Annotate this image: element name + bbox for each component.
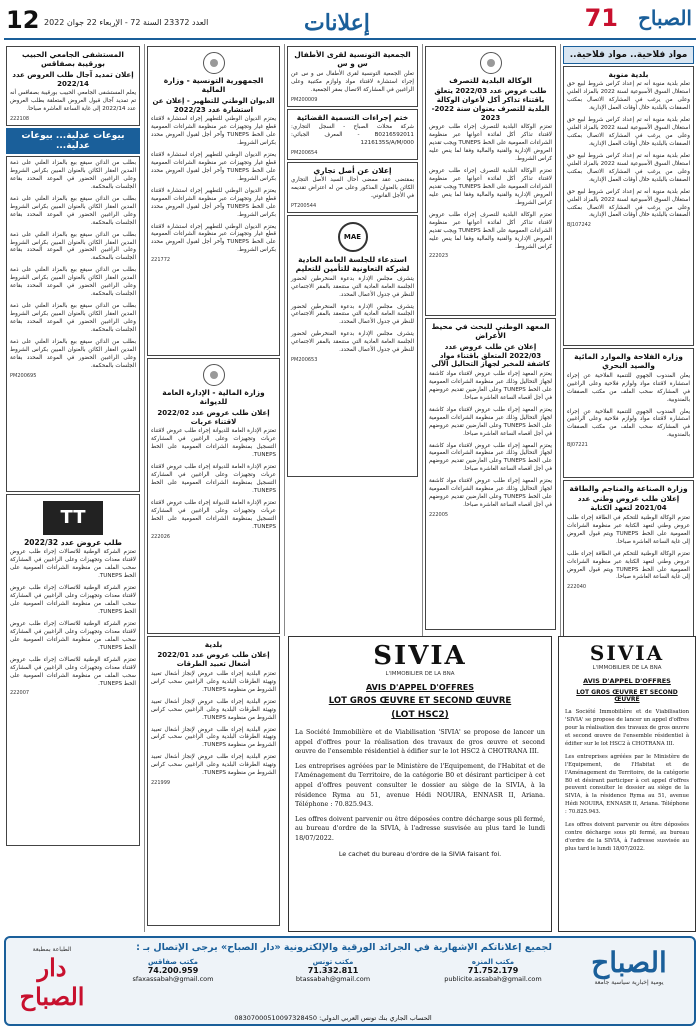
contact-sfax [98,958,248,983]
ad-title: وزارة المالية - الإدارة العامة للديوانة [162,388,265,407]
ad-body-repeat: بطلب من الدائن سيقع بيع بالمزاد العلني على ذمة المدين العقار الكائن بالعنوان المبين بكراس الشروط وعلى الراغبين الحضور في الموعد المحدد بقاعة الجلسات بالمحكمة. [10,338,136,369]
footer-title: لجميع إعلاناتكم الإشهارية في الجرائد الورقية والإلكترونية «دار الصباح» يرجى الإتصال بـ : [136,942,552,953]
issue-info: العدد 23372 السنة 72 - الإربعاء 22 جوان 2022 [44,18,209,27]
ad-body-repeat: بطلب من الدائن سيقع بيع بالمزاد العلني على ذمة المدين العقار الكائن بالعنوان المبين بكراس الشروط وعلى الراغبين الحضور في الموعد المحدد بقاعة الجلسات بالمحكمة. [10,267,136,298]
column-3 [284,44,420,636]
column-4 [422,44,558,636]
ad-ref: BJ107242 [567,222,591,229]
ad-research-institute [425,318,556,630]
contact-footer [4,936,696,1026]
bank-account: الحساب الجاري بنك تونس العربي الدولي: 08307000510097328450 [234,1014,432,1022]
ad-ref: 221772 [151,257,171,264]
ad-body: تعتزم الوكالة البلدية للتصرف إجراء طلب عروض لاقتناء تذاكر أكل لفائدة أعوانها عبر منظومة الشراءات العمومية على الخط TUNEPS ويجب تقديم العروض الإدارية والفنية والمالية وفقا لما ينص عليه كراس الشروط. [429,124,552,163]
sivia-ad-hsc2 [288,636,552,932]
sivia-ad-hsc1 [558,636,696,932]
sivia-lot-ref: (LOT HSC2) [391,710,449,720]
ad-body-repeat: يعتزم الديوان الوطني للتطهير إجراء استشارة لاقتناء قطع غيار وتجهيزات عبر منظومة الشراءات العمومية على الخط TUNEPS وآخر أجل لقبول العروض محدد بكراس الشروط. [151,187,276,218]
ad-body-repeat: بطلب من الدائن سيقع بيع بالمزاد العلني على ذمة المدين العقار الكائن بالعنوان المبين بكراس الشروط وعلى الراغبين الحضور في الموعد المحدد بقاعة الجلسات بالمحكمة. [10,231,136,262]
ad-municipality-roads [147,636,280,926]
tunisie-telecom-logo: TT [43,501,103,535]
page-header [4,4,696,40]
ad-title: استدعاء للجلسة العامة العادية لشركة التعاونية للتأمين للتعليم [295,254,410,274]
ad-body: تعتزم الشركة الوطنية للاتصالات إجراء طلب عروض لاقتناء معدات وتجهيزات وعلى الراغبين في المشاركة سحب الملف من منظومة الشراءات العمومية على الخط TUNEPS. [10,549,136,580]
sivia-cachet: Le cachet du bureau d'ordre de la SIVIA faisant foi. [338,849,502,858]
sivia-lot: LOT GROS ŒUVRE ET SECOND ŒUVRE [576,689,678,703]
ad-tunisie-telecom [6,494,140,846]
ad-body-repeat: تعتزم الشركة الوطنية للاتصالات إجراء طلب عروض لاقتناء معدات وتجهيزات وعلى الراغبين في المشاركة سحب الملف من منظومة الشراءات العمومية على الخط TUNEPS. [10,620,136,651]
ad-title: إعلان عن أصل تجاري [313,165,392,175]
page-number: 12 [6,6,40,34]
section-title: إعلانات [304,10,370,36]
tunisia-emblem-icon [203,52,225,74]
footer-logo-tagline: يومية إخبارية سياسية جامعة [594,979,664,986]
ad-body-repeat: يعتزم الديوان الوطني للتطهير إجراء استشارة لاقتناء قطع غيار وتجهيزات عبر منظومة الشراءات العمومية على الخط TUNEPS وآخر أجل لقبول العروض محدد بكراس الشروط. [151,223,276,254]
ad-ref: PT200544 [291,202,317,209]
ad-body-repeat: يعتزم المعهد إجراء طلب عروض لاقتناء مواد كاشفة لجهاز التحاليل وذلك عبر منظومة الشراءات العمومية على الخط TUNEPS وعلى العارضين تقديم عروضهم في أجل أقصاه الساعة العاشرة صباحا. [429,406,552,437]
ad-customs [147,358,280,634]
contact-head: مكتب المنزه [471,958,515,966]
ad-ref: 221999 [151,780,171,787]
ad-body-repeat: يعلن المندوب الجهوي للتنمية الفلاحية عن إجراء استشارة لاقتناء مواد ولوازم فلاحية وعلى الراغبين في المشاركة سحب الملف من مكتب الصفقات بالمندوبية. [567,408,690,439]
sivia-logo: SIVIA [373,641,467,671]
ad-body: شركة محلات الصباح - السجل التجاري: B0216592011 - المعرف الجبائي: 1216135S/A/M/000 [291,123,414,146]
ad-body-repeat: تعتزم الشركة الوطنية للاتصالات إجراء طلب عروض لاقتناء معدات وتجهيزات وعلى الراغبين في المشاركة سحب الملف من منظومة الشراءات العمومية على الخط TUNEPS. [10,585,136,615]
ad-ref: 222026 [151,533,171,540]
ad-title: المستشفى الجامعي الحبيب بورقيبة بصفاقس [22,50,124,69]
contact-email[interactable]: sfaxassabah@gmail.com [132,975,214,983]
ad-body-repeat: تعلم بلدية منوبة أنه تم إعداد كراس شروط لبيع حق استغلال السوق الأسبوعية لسنة 2022 بالمزاد العلني وعلى من يرغب في المشاركة الاتصال بمكتب الصفقات بالبلدية خلال أوقات العمل الإدارية. [567,117,690,147]
sivia-para-3: Les offres doivent parvenir ou être déposées contre décharge sous pli fermé, au bureau d'ordre de la SIVIA, à l'adresse susvisée au plus tard le lundi 18/07/2022. [295,814,545,843]
ad-body-repeat: تعلم بلدية منوبة أنه تم إعداد كراس شروط لبيع حق استغلال السوق الأسبوعية لسنة 2022 بالمزاد العلني وعلى من يرغب في المشاركة الاتصال بمكتب الصفقات بالبلدية خلال أوقات العمل الإدارية. [567,188,690,219]
ad-body-repeat: تعتزم الإدارة العامة للديوانة إجراء طلب عروض لاقتناء عربات وتجهيزات وعلى الراغبين في المشاركة التسجيل بمنظومة الشراءات العمومية على الخط TUNEPS. [151,464,276,494]
ad-title: بلدية [204,640,223,649]
ad-ref: 222108 [10,116,30,123]
ad-body-repeat: يعتزم المعهد إجراء طلب عروض لاقتناء مواد كاشفة لجهاز التحاليل وذلك عبر منظومة الشراءات العمومية على الخط TUNEPS وعلى العارضين تقديم عروضهم في أجل أقصاه الساعة العاشرة صباحا. [429,442,552,473]
contact-menzah [418,958,568,983]
sivia-para-1: La Société Immobilière et de Viabilisation 'SIVIA' se propose de lancer un appel d'offres pour la réalisation des travaux de gros œuvre et second œuvre de l'ensemble résidentiel à édifier sur le lot HSC2 à CHOTRANA III. [565,709,689,747]
ad-judicial-sale [6,156,140,492]
ad-body: يعلن المندوب الجهوي للتنمية الفلاحية عن إجراء استشارة لاقتناء مواد ولوازم فلاحية وعلى الراغبين في المشاركة سحب الملف من مكتب الصفقات بالمندوبية. [567,372,690,403]
ad-ref: 222005 [429,512,449,518]
ad-subtitle: إعلان عن طلب عروض عدد 2022/03 المتعلق باقتناء مواد كاشفة للمخبر لجهاز التحاليل الآلي [431,342,550,369]
ad-body: بطلب من الدائن سيقع بيع بالمزاد العلني على ذمة المدين العقار الكائن بالعنوان المبين بكراس الشروط وعلى الراغبين الحضور في الموعد المحدد بقاعة الجلسات بالمحكمة. [10,160,136,190]
ad-subtitle: الديوان الوطني للتطهير - إعلان عن استشارة عدد 2022/23 [152,96,275,114]
ad-body-repeat: يعتزم المعهد إجراء طلب عروض لاقتناء مواد كاشفة لجهاز التحاليل وذلك عبر منظومة الشراءات العمومية على الخط TUNEPS وعلى العارضين تقديم عروضهم في أجل أقصاه الساعة العاشرة صباحا. [429,478,552,509]
ad-body: تعتزم الوكالة الوطنية للتحكم في الطاقة إجراء طلب عروض وطني لتعهد الكتابة عبر منظومة الشراءات العمومية على الخط TUNEPS ويتم قبول العروض إلى غاية الساعة العاشرة صباحا. [567,514,690,545]
ad-body-repeat: بطلب من الدائن سيقع بيع بالمزاد العلني على ذمة المدين العقار الكائن بالعنوان المبين بكراس الشروط وعلى الراغبين الحضور في الموعد المحدد بقاعة الجلسات بالمحكمة. [10,303,136,333]
ad-title: الجمعية التونسية لقرى الأطفال س و س [294,50,411,69]
contact-phone: 74.200.959 [147,966,199,975]
sivia-tagline: L'IMMOBILIER DE LA BNA [592,665,662,671]
ad-subtitle: إعلان تمديد آجال طلب العروض عدد 2022/14 [12,70,134,88]
footer-logo-assabah [570,946,688,986]
ad-body: يتشرف مجلس الإدارة بدعوة المنخرطين لحضور الجلسة العامة العادية التي ستنعقد بالمقر الاجتماعي للنظر في جدول الأعمال المحدد. [291,275,414,298]
sivia-para-2: Les entreprises agréées par le Ministère de l'Equipement, de l'Habitat et de l'Aménagement du Territoire, de la catégorie B0 et désirant participer à cet appel d'offres peuvent consulter le dossier au siège de la SIVIA, à la résidence Ryma au 51, avenue Hédi NOUIRA, ENNASR II, Ariana. Téléphone : 70.825.943. [565,753,689,816]
ad-ref: 222040 [567,584,587,591]
ad-title: الجمهورية التونسية - وزارة المالية [163,76,264,95]
ad-body: تعلم بلدية منوبة أنه تم إعداد كراس شروط لبيع حق استغلال السوق الأسبوعية لسنة 2022 بالمزاد العلني وعلى من يرغب في المشاركة الاتصال بمكتب الصفقات بالبلدية خلال أوقات العمل الإدارية. [567,81,690,112]
ad-body-repeat: تعتزم الإدارة العامة للديوانة إجراء طلب عروض لاقتناء عربات وتجهيزات وعلى الراغبين في المشاركة التسجيل بمنظومة الشراءات العمومية على الخط TUNEPS. [151,499,276,530]
contact-head: مكتب تونس [312,958,354,966]
contact-email[interactable]: publicite.assabah@gmail.com [444,975,542,983]
ad-body: تعلن الجمعية التونسية لقرى الأطفال س و س عن إجراء استشارة لاقتناء مواد ولوازم مكتبية وعلى الراغبين في المشاركة الاتصال بمقر الجمعية. [291,70,414,93]
ad-body: يعتزم الديوان الوطني للتطهير إجراء استشارة لاقتناء قطع غيار وتجهيزات عبر منظومة الشراءات العمومية على الخط TUNEPS وآخر أجل لقبول العروض محدد بكراس الشروط. [151,116,276,147]
ad-body: تعتزم الإدارة العامة للديوانة إجراء طلب عروض لاقتناء عربات وتجهيزات وعلى الراغبين في المشاركة التسجيل بمنظومة الشراءات العمومية على الخط TUNEPS. [151,428,276,459]
ad-energy [563,480,694,656]
ad-subtitle: إعلان طلب عروض عدد 2022/01 أشغال تعبيد الطرقات [157,651,270,669]
ad-liquidation [287,109,418,160]
ad-title: الوكالة البلدية للتصرف [449,76,532,85]
ad-subtitle: إعلان طلب عروض عدد 2022/02 لاقتناء عربات [157,408,270,426]
sivia-para-2: Les entreprises agréées par le Ministère de l'Equipement, de l'Habitat et de l'Aménagement du Territoire, de la catégorie B0 et désirant participer à cet appel d'offres peuvent consulter le dossier au siège de la SIVIA, à la résidence Ryma au 51, avenue Hédi NOUIRA, ENNASR II, Ariana. Téléphone : 70.825.943. [295,761,545,809]
sivia-logo: SIVIA [589,641,665,665]
ad-title: المعهد الوطني للبحث في محيط الأعراض [431,322,550,341]
ad-ref: PM200654 [291,149,318,156]
ad-body: يعلم المستشفى الجامعي الحبيب بورقيبة بصفاقس أنه تم تمديد آجال قبول العروض المتعلقة بطلب العروض عدد 2022/14 إلى غاية الساعة العاشرة صباحا. [10,90,136,113]
sivia-para-3: Les offres doivent parvenir ou être déposées contre décharge sous pli fermé, au bureau d'ordre de la SIVIA, à l'adresse susvisée au plus tard le lundi 18/07/2022. [565,822,689,852]
footer-logo-text: الصباح [591,946,667,979]
ad-ref: PM200653 [291,357,318,364]
sivia-tagline: L'IMMOBILIER DE LA BNA [385,671,455,677]
ad-title: وزارة الصناعة والمناجم والطاقة [569,484,688,493]
sivia-avis: AVIS D'APPEL D'OFFRES [366,683,474,692]
tunisia-emblem-icon [203,364,225,386]
ad-mae-assembly [287,215,418,477]
ad-body-repeat: تعلم بلدية منوبة أنه تم إعداد كراس شروط لبيع حق استغلال السوق الأسبوعية لسنة 2022 بالمزاد العلني وعلى من يرغب في المشاركة الاتصال بمكتب الصفقات بالبلدية خلال أوقات العمل الإدارية. [567,152,690,183]
ad-business-sale [287,162,418,213]
tunisia-emblem-icon [480,52,502,74]
ad-ref: BJ07221 [567,442,588,449]
ad-title: ختم إجراءات التسمية القضائية [296,112,409,122]
ad-ref: 222023 [429,253,449,260]
ad-body-repeat: تعتزم البلدية إجراء طلب عروض لإنجاز أشغال تعبيد وتهيئة الطرقات البلدية وعلى الراغبين سحب كراس الشروط من منظومة TUNEPS. [151,698,276,721]
sivia-lot: LOT GROS ŒUVRE ET SECOND ŒUVRE [328,696,512,706]
ad-title: بلدية منوبة [608,70,649,79]
ad-body-repeat: تعتزم البلدية إجراء طلب عروض لإنجاز أشغال تعبيد وتهيئة الطرقات البلدية وعلى الراغبين سحب كراس الشروط من منظومة TUNEPS. [151,754,276,777]
ad-body-repeat: تعتزم الشركة الوطنية للاتصالات إجراء طلب عروض لاقتناء معدات وتجهيزات وعلى الراغبين في المشاركة سحب الملف من منظومة الشراءات العمومية على الخط TUNEPS. [10,656,136,687]
contact-phone: 71.752.179 [467,966,519,975]
footer-logo-dar-assabah [12,946,92,1011]
contact-email[interactable]: btassabah@gmail.com [295,975,371,983]
ad-body: تعتزم البلدية إجراء طلب عروض لإنجاز أشغال تعبيد وتهيئة الطرقات البلدية وعلى الراغبين سحب كراس الشروط من منظومة TUNEPS. [151,670,276,693]
mae-logo: MAE [338,222,368,252]
footer-print-label: الطباعة بمطبعة [32,946,72,953]
sivia-avis: AVIS D'APPEL D'OFFRES [583,677,671,685]
ad-ref: PM200695 [10,372,37,379]
ad-subtitle: إعلان طلب عروض وطني عدد 2021/04 لتعهد الكتابة [577,495,680,513]
ad-agriculture [563,348,694,478]
ad-ref: PM200009 [291,96,318,103]
column-2 [144,44,282,932]
ad-onas [147,46,280,356]
logo-number: 71 [584,4,618,32]
ad-sos-villages [287,46,418,107]
ad-body-repeat: تعتزم الوكالة البلدية للتصرف إجراء طلب عروض لاقتناء تذاكر أكل لفائدة أعوانها عبر منظومة الشراءات العمومية على الخط TUNEPS ويجب تقديم العروض الإدارية والفنية والمالية وفقا لما ينص عليه كراس الشروط. [429,168,552,206]
footer-logo-left-text: دار الصباح [19,953,85,1011]
ad-body-repeat: يتشرف مجلس الإدارة بدعوة المنخرطين لحضور الجلسة العامة العادية التي ستنعقد بالمقر الاجتماعي للنظر في جدول الأعمال المحدد. [291,331,414,354]
contact-list [98,958,568,983]
ad-subtitle: طلب عروض عدد 2022/03 يتعلق باقتناء تذاكر أكل لأعوان الوكالة البلدية للتصرف بعنوان سنة 2022-2023 [431,87,550,122]
judicial-sales-banner: بيوعات عدلية... بيوعات عدلية... [6,128,140,154]
sivia-para-1: La Société Immobilière et de Viabilisation 'SIVIA' se propose de lancer un appel d'offres pour la réalisation des travaux de gros œuvre et second œuvre de l'ensemble résidentiel à édifier sur le lot HSC2 à CHOTRANA III. [295,728,545,756]
ad-body-repeat: يتشرف مجلس الإدارة بدعوة المنخرطين لحضور الجلسة العامة العادية التي ستنعقد بالمقر الاجتماعي للنظر في جدول الأعمال المحدد. [291,303,414,326]
ad-hospital-sfax [6,46,140,126]
contact-tunis [258,958,408,983]
ad-body-repeat: بطلب من الدائن سيقع بيع بالمزاد العلني على ذمة المدين العقار الكائن بالعنوان المبين بكراس الشروط وعلى الراغبين الحضور في الموعد المحدد بقاعة الجلسات بالمحكمة. [10,195,136,226]
ad-municipal-agency [425,46,556,316]
ad-ref: 222007 [10,690,30,697]
column-1 [4,44,142,932]
contact-phone: 71.332.811 [307,966,359,975]
ad-body: بمقتضى عقد ممضى أحال السيد الأصل التجاري الكائن بالعنوان المذكور وعلى من له اعتراض تقديمه في الأجل القانوني. [291,177,414,199]
newspaper-logo: الصباح [637,6,692,30]
ad-title: وزارة الفلاحة والموارد المائية والصيد البحري [574,352,683,371]
ad-body-repeat: يعتزم الديوان الوطني للتطهير إجراء استشارة لاقتناء قطع غيار وتجهيزات عبر منظومة الشراءات العمومية على الخط TUNEPS وآخر أجل لقبول العروض محدد بكراس الشروط. [151,152,276,182]
ad-body-repeat: تعتزم الوكالة البلدية للتصرف إجراء طلب عروض لاقتناء تذاكر أكل لفائدة أعوانها عبر منظومة الشراءات العمومية على الخط TUNEPS ويجب تقديم العروض الإدارية والفنية والمالية وفقا لما ينص عليه كراس الشروط. [429,211,552,250]
ad-title: طلب عروض عدد 2022/32 [24,538,122,548]
ad-manouba [563,66,694,346]
ad-body: يعتزم المعهد إجراء طلب عروض لاقتناء مواد كاشفة لجهاز التحاليل وذلك عبر منظومة الشراءات العمومية على الخط TUNEPS وعلى العارضين تقديم عروضهم في أجل أقصاه الساعة العاشرة صباحا. [429,371,552,401]
contact-head: مكتب صفاقس [147,958,199,966]
ad-body-repeat: تعتزم البلدية إجراء طلب عروض لإنجاز أشغال تعبيد وتهيئة الطرقات البلدية وعلى الراغبين سحب كراس الشروط من منظومة TUNEPS. [151,726,276,749]
ad-body-repeat: تعتزم الوكالة الوطنية للتحكم في الطاقة إجراء طلب عروض وطني لتعهد الكتابة عبر منظومة الشراءات العمومية على الخط TUNEPS ويتم قبول العروض إلى غاية الساعة العاشرة صباحا. [567,550,690,581]
agri-banner: مواد فلاحية.. مواد فلاحية.. [563,46,694,64]
